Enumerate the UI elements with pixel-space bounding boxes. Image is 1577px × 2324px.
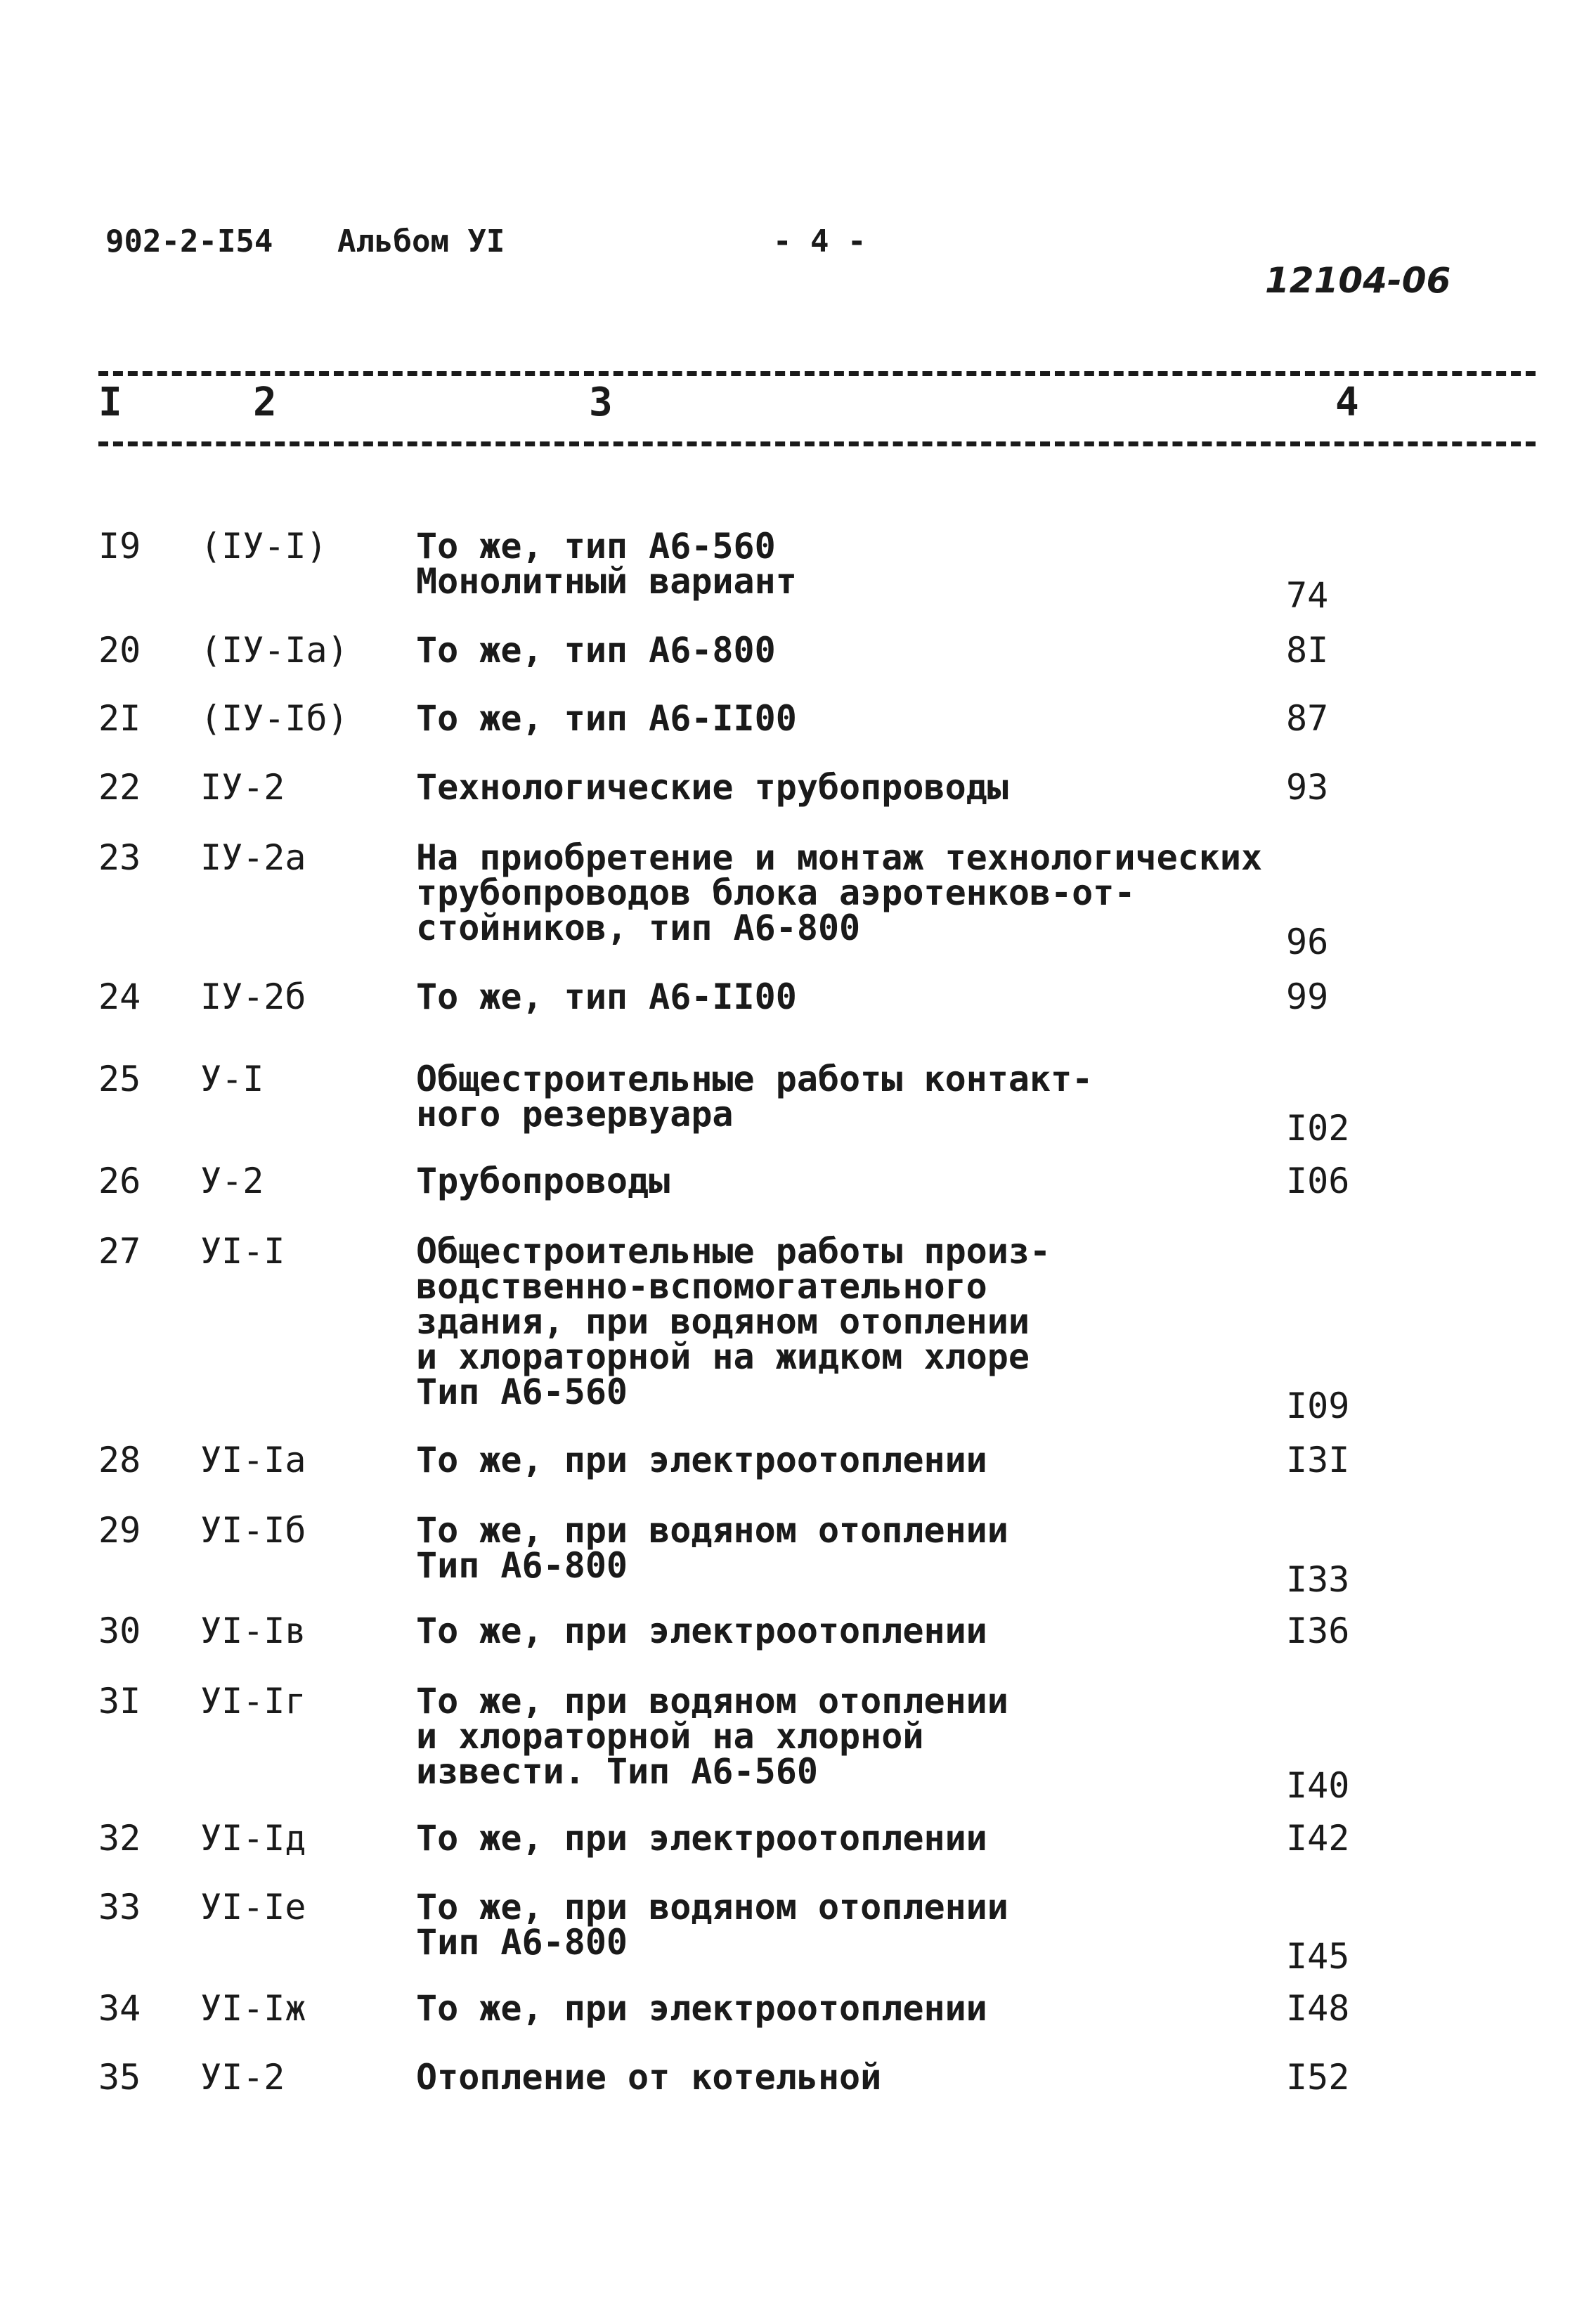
- row-title: [416, 1610, 987, 1651]
- drawing-code: УI-Iж: [200, 1988, 306, 2029]
- row-title: [416, 698, 797, 739]
- row-page: I36: [1286, 1610, 1350, 1651]
- row-title: [416, 1887, 1008, 1963]
- row-title-line: Общестроительные работы произ-: [416, 1231, 1051, 1272]
- drawing-code: УI-2: [200, 2057, 285, 2098]
- row-page: 93: [1286, 767, 1329, 808]
- row-number: 25: [98, 1059, 141, 1099]
- row-title-line: То же, тип А6-800: [416, 630, 776, 671]
- drawing-code: У-I: [200, 1059, 264, 1099]
- row-page: 87: [1286, 698, 1329, 739]
- row-title: [416, 767, 1008, 808]
- page-number: - 4 -: [773, 224, 867, 259]
- row-title: [416, 526, 797, 602]
- row-page: I09: [1286, 1386, 1350, 1426]
- row-title: [416, 1163, 670, 1199]
- row-number: 3I: [98, 1681, 141, 1722]
- row-page: I52: [1286, 2057, 1350, 2098]
- row-page: I48: [1286, 1988, 1350, 2029]
- row-title-line: То же, при электроотоплении: [416, 1818, 987, 1859]
- archive-stamp: 12104-06: [1265, 260, 1451, 301]
- row-title-line: Трубопроводы: [416, 1161, 670, 1201]
- row-page: I06: [1286, 1161, 1350, 1201]
- row-title-line: Тип А6-800: [416, 1545, 628, 1586]
- column-header-2: 2: [253, 380, 277, 425]
- row-title-line: стойников, тип А6-800: [416, 908, 861, 948]
- row-title: [416, 1059, 1093, 1135]
- row-title-line: То же, при электроотоплении: [416, 1610, 987, 1651]
- drawing-code: УI-I: [200, 1231, 285, 1272]
- row-page: I02: [1286, 1108, 1350, 1149]
- row-title: [416, 2057, 882, 2098]
- row-title-line: То же, при водяном отоплении: [416, 1510, 1008, 1551]
- row-title-line: ного резервуара: [416, 1094, 734, 1135]
- drawing-code: IУ-2а: [200, 837, 306, 878]
- row-page: I45: [1286, 1936, 1350, 1977]
- row-title-line: На приобретение и монтаж технологических: [416, 837, 1263, 878]
- row-number: 33: [98, 1887, 141, 1928]
- row-number: 29: [98, 1510, 141, 1551]
- row-title-line: трубопроводов блока аэротенков-от-: [416, 872, 1136, 913]
- drawing-code: IУ-2: [200, 767, 285, 808]
- row-number: 27: [98, 1231, 141, 1272]
- row-title-line: Тип А6-800: [416, 1922, 628, 1963]
- drawing-code: IУ-2б: [200, 976, 306, 1017]
- row-title-line: Отопление от котельной: [416, 2057, 882, 2098]
- row-title-line: То же, при электроотоплении: [416, 1988, 987, 2029]
- row-number: 20: [98, 630, 141, 671]
- row-title: [416, 976, 797, 1017]
- row-title: [416, 1231, 1051, 1412]
- drawing-code: (IУ-I): [200, 526, 327, 567]
- row-number: 23: [98, 837, 141, 878]
- row-page: I42: [1286, 1818, 1350, 1859]
- row-number: 26: [98, 1161, 141, 1201]
- row-title: [416, 1442, 987, 1478]
- row-number: 24: [98, 976, 141, 1017]
- row-title-line: Общестроительные работы контакт-: [416, 1059, 1093, 1099]
- row-number: 22: [98, 767, 141, 808]
- row-title: [416, 630, 776, 671]
- row-number: 30: [98, 1610, 141, 1651]
- row-title-line: То же, при водяном отоплении: [416, 1887, 1008, 1928]
- doc-code: 902-2-I54: [105, 224, 273, 259]
- drawing-code: У-2: [200, 1161, 264, 1201]
- row-title-line: Тип А6-560: [416, 1371, 628, 1412]
- drawing-code: (IУ-Iб): [200, 698, 349, 739]
- row-page: I33: [1286, 1559, 1350, 1600]
- row-number: 32: [98, 1818, 141, 1859]
- row-title: [416, 1988, 987, 2029]
- row-number: I9: [98, 526, 141, 567]
- bottom-rule: [98, 441, 1536, 446]
- album-label: Альбом УI: [337, 224, 505, 259]
- row-number: 35: [98, 2057, 141, 2098]
- row-title: [416, 837, 1263, 948]
- row-title-line: водственно-вспомогательного: [416, 1266, 987, 1307]
- drawing-code: УI-Iе: [200, 1887, 306, 1928]
- row-page: I3I: [1286, 1440, 1350, 1480]
- row-page: 74: [1286, 575, 1329, 616]
- drawing-code: (IУ-Iа): [200, 630, 349, 671]
- row-number: 28: [98, 1440, 141, 1480]
- row-title-line: и хлораторной на хлорной: [416, 1716, 924, 1757]
- drawing-code: УI-Iб: [200, 1510, 306, 1551]
- row-title-line: извести. Тип А6-560: [416, 1751, 818, 1792]
- drawing-code: УI-Iг: [200, 1681, 306, 1722]
- row-page: 8I: [1286, 630, 1329, 671]
- row-title-line: То же, тип А6-II00: [416, 976, 797, 1017]
- row-page: 96: [1286, 922, 1329, 962]
- row-title-line: и хлораторной на жидком хлоре: [416, 1336, 1030, 1377]
- row-title: [416, 1510, 1008, 1586]
- row-title-line: То же, при водяном отоплении: [416, 1681, 1008, 1722]
- row-title: [416, 1681, 1008, 1792]
- row-page: I40: [1286, 1765, 1350, 1806]
- column-header-3: 3: [589, 380, 613, 425]
- column-header-4: 4: [1335, 380, 1359, 425]
- row-title-line: То же, тип А6-560: [416, 526, 776, 567]
- row-title-line: Монолитный вариант: [416, 561, 797, 602]
- row-page: 99: [1286, 976, 1329, 1017]
- row-number: 2I: [98, 698, 141, 739]
- drawing-code: УI-Iд: [200, 1818, 306, 1859]
- row-title-line: То же, тип А6-II00: [416, 698, 797, 739]
- row-title-line: здания, при водяном отоплении: [416, 1301, 1030, 1342]
- top-rule: [98, 371, 1536, 376]
- drawing-code: УI-Iа: [200, 1440, 306, 1480]
- row-title-line: То же, при электроотоплении: [416, 1440, 987, 1480]
- column-header-1: I: [98, 380, 122, 425]
- row-number: 34: [98, 1988, 141, 2029]
- drawing-code: УI-Iв: [200, 1610, 306, 1651]
- row-title: [416, 1818, 987, 1859]
- row-title-line: Технологические трубопроводы: [416, 767, 1008, 808]
